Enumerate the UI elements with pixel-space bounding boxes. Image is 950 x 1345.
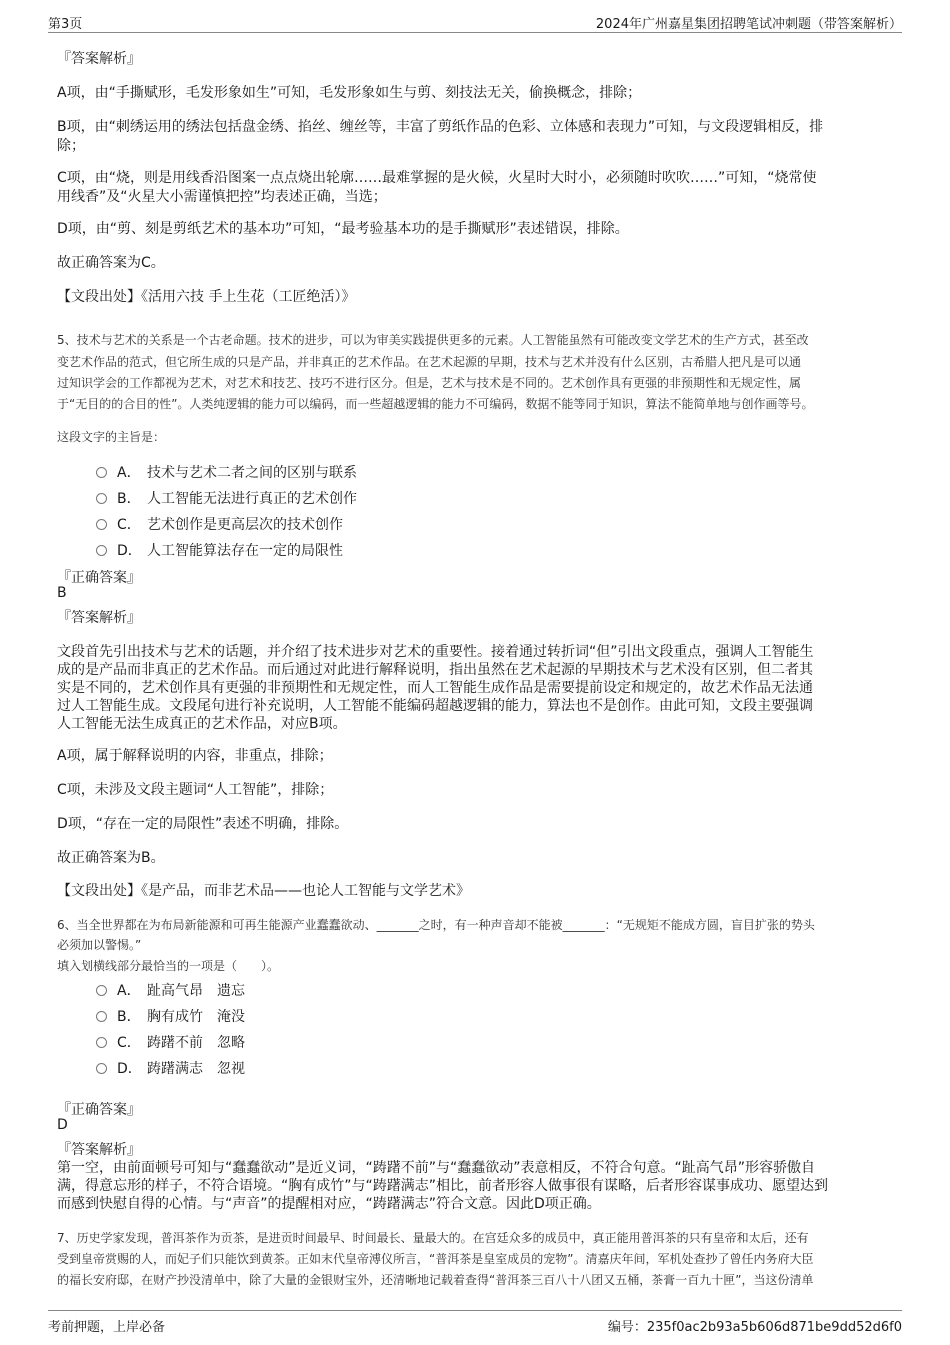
page-header bbox=[48, 10, 902, 33]
q5-conclusion: 故正确答案为B。 bbox=[57, 850, 165, 866]
footer-slogan: 考前押题，上岸必备 bbox=[48, 1320, 166, 1335]
footer-serial: 编号：235f0ac2b93a5b606d871be9dd52d6f0 bbox=[607, 1320, 902, 1335]
q5-analysis-line: 实是不同的，艺术创作具有更强的非预期性和无规定性，而人工智能生成作品是需要提前设定和规定的，故艺术作品无法通 bbox=[57, 680, 813, 696]
q5-analysis-a: A项，属于解释说明的内容，非重点，排除； bbox=[57, 748, 333, 764]
q5-correct-label: 『正确答案』 bbox=[57, 570, 141, 586]
q6-option-d[interactable]: D． 踌躇满志 忽视 bbox=[96, 1058, 245, 1078]
q4-analysis-b-line2: 除； bbox=[57, 138, 85, 154]
q6-analysis-line: 第一空，由前面顿号可知与“蠢蠢欲动”是近义词，“踌躇不前”与“蠢蠢欲动”表意相反，不符合句意。“趾高气昂”形容骄傲自 bbox=[57, 1160, 816, 1176]
q6-correct-value: D bbox=[57, 1117, 68, 1133]
q7-stem-line: 7、历史学家发现，普洱茶作为贡茶，是进贡时间最早、时间最长、量最大的。在宫廷众多的成员中，真正能用普洱茶的只有皇帝和太后，还有 bbox=[57, 1231, 809, 1245]
q6-option-c[interactable]: C． 踌躇不前 忽略 bbox=[96, 1032, 245, 1052]
q5-analysis-line: 过人工智能生成。文段尾句进行补充说明，人工智能不能编码超越逻辑的能力，算法也不是创作。由此可知，文段主要强调 bbox=[57, 698, 813, 714]
q5-option-d[interactable]: D． 人工智能算法存在一定的局限性 bbox=[96, 540, 343, 560]
q5-option-c[interactable]: C． 艺术创作是更高层次的技术创作 bbox=[96, 514, 343, 534]
q5-analysis-label: 『答案解析』 bbox=[57, 610, 141, 626]
q4-analysis-b-line1: B项，由“刺绣运用的绣法包括盘金绣、掐丝、缠丝等，丰富了剪纸作品的色彩、立体感和表现力”可知，与文段逻辑相反，排 bbox=[57, 119, 824, 135]
q6-analysis-line: 而感到快慰自得的心情。与“声音”的提醒相对应，“踌躇满志”符合文意。因此D项正确。 bbox=[57, 1196, 601, 1212]
q5-question: 这段文字的主旨是： bbox=[57, 430, 166, 444]
radio-icon[interactable] bbox=[96, 1011, 107, 1022]
q7-stem-line: 受到皇帝赏赐的人，而妃子们只能饮到黄茶。正如末代皇帝溥仪所言，“普洱茶是皇室成员的宠物”。清嘉庆年间，军机处查抄了曾任内务府大臣 bbox=[57, 1252, 814, 1266]
radio-icon[interactable] bbox=[96, 519, 107, 530]
q5-analysis-line: 人工智能无法生成真正的艺术作品，对应B项。 bbox=[57, 716, 347, 732]
q5-stem-line: 变艺术作品的范式，但它所生成的只是产品，并非真正的艺术作品。在艺术起源的早期，技术与艺术并没有什么区别，古希腊人把凡是可以通 bbox=[57, 355, 802, 369]
q6-option-a[interactable]: A． 趾高气昂 遗忘 bbox=[96, 980, 245, 1000]
document-title: 2024年广州嘉星集团招聘笔试冲刺题（带答案解析） bbox=[595, 17, 902, 32]
q4-conclusion: 故正确答案为C。 bbox=[57, 255, 165, 271]
radio-icon[interactable] bbox=[96, 1063, 107, 1074]
q5-source: 【文段出处】《是产品，而非艺术品——也论人工智能与文学艺术》 bbox=[57, 883, 470, 899]
q5-option-a[interactable]: A． 技术与艺术二者之间的区别与联系 bbox=[96, 462, 357, 482]
radio-icon[interactable] bbox=[96, 545, 107, 556]
q4-analysis-label: 『答案解析』 bbox=[57, 51, 141, 67]
q5-analysis-line: 文段首先引出技术与艺术的话题，并介绍了技术进步对艺术的重要性。接着通过转折词“但”引出文段重点，强调人工智能生 bbox=[57, 644, 814, 660]
q4-source: 【文段出处】《活用六技 手上生花（工匠绝活）》 bbox=[57, 289, 356, 305]
q6-analysis-line: 满，得意忘形的样子，不符合语境。“胸有成竹”与“踌躇满志”相比，前者形容人做事很有谋略，后者形容谋事成功、愿望达到 bbox=[57, 1178, 829, 1194]
q6-stem-line: 6、当全世界都在为布局新能源和可再生能源产业蠢蠢欲动、_______之时，有一种声音却不能被_______：“无规矩不能成方圆，盲目扩张的势头 bbox=[57, 918, 815, 932]
q5-analysis-d: D项，“存在一定的局限性”表述不明确，排除。 bbox=[57, 816, 349, 832]
q6-option-b[interactable]: B． 胸有成竹 淹没 bbox=[96, 1006, 245, 1026]
q4-analysis-c-line2: 用线香”及“火星大小需谨慎把控”均表述正确，当选； bbox=[57, 189, 387, 205]
q5-option-b[interactable]: B． 人工智能无法进行真正的艺术创作 bbox=[96, 488, 357, 508]
q5-stem-line: 过知识学会的工作都视为艺术，对艺术和技艺、技巧不进行区分。但是，艺术与技术是不同的。艺术创作具有更强的非预期性和无规定性，属 bbox=[57, 376, 802, 390]
q6-correct-label: 『正确答案』 bbox=[57, 1102, 141, 1118]
page-footer bbox=[48, 1310, 902, 1337]
q4-analysis-d: D项，由“剪、刻是剪纸艺术的基本功”可知，“最考验基本功的是手撕赋形”表述错误，排除。 bbox=[57, 221, 629, 237]
q5-stem-line: 于“无目的的合目的性”。人类纯逻辑的能力可以编码，而一些超越逻辑的能力不可编码，数据不能等同于知识，算法不能简单地与创作画等号。 bbox=[57, 397, 814, 411]
radio-icon[interactable] bbox=[96, 1037, 107, 1048]
q6-analysis-label: 『答案解析』 bbox=[57, 1142, 141, 1158]
radio-icon[interactable] bbox=[96, 467, 107, 478]
radio-icon[interactable] bbox=[96, 493, 107, 504]
q6-stem-line: 必须加以警惕。” bbox=[57, 938, 142, 952]
q5-analysis-line: 成的是产品而非真正的艺术作品。而后通过对此进行解释说明，指出虽然在艺术起源的早期技术与艺术没有区别，但二者其 bbox=[57, 662, 813, 678]
q7-stem-line: 的福长安府邸，在财产抄没清单中，除了大量的金银财宝外，还清晰地记载着查得“普洱茶三百八十八团又五桶，茶膏一百九十匣”，当这份清单 bbox=[57, 1273, 814, 1287]
radio-icon[interactable] bbox=[96, 985, 107, 996]
q4-analysis-a: A项，由“手撕赋形，毛发形象如生”可知，毛发形象如生与剪、刻技法无关，偷换概念，排除； bbox=[57, 85, 642, 101]
q5-analysis-c: C项，未涉及文段主题词“人工智能”，排除； bbox=[57, 782, 334, 798]
q5-stem-line: 5、技术与艺术的关系是一个古老命题。技术的进步，可以为审美实践提供更多的元素。人工智能虽然有可能改变文学艺术的生产方式，甚至改 bbox=[57, 333, 809, 347]
page-number: 第3页 bbox=[48, 17, 83, 32]
q6-question: 填入划横线部分最恰当的一项是（ ）。 bbox=[57, 959, 280, 973]
q5-correct-value: B bbox=[57, 585, 67, 601]
q4-analysis-c-line1: C项，由“烧，则是用线香沿图案一点点烧出轮廓……最难掌握的是火候，火星时大时小，必须随时吹吹……”可知，“烧常使 bbox=[57, 170, 817, 186]
